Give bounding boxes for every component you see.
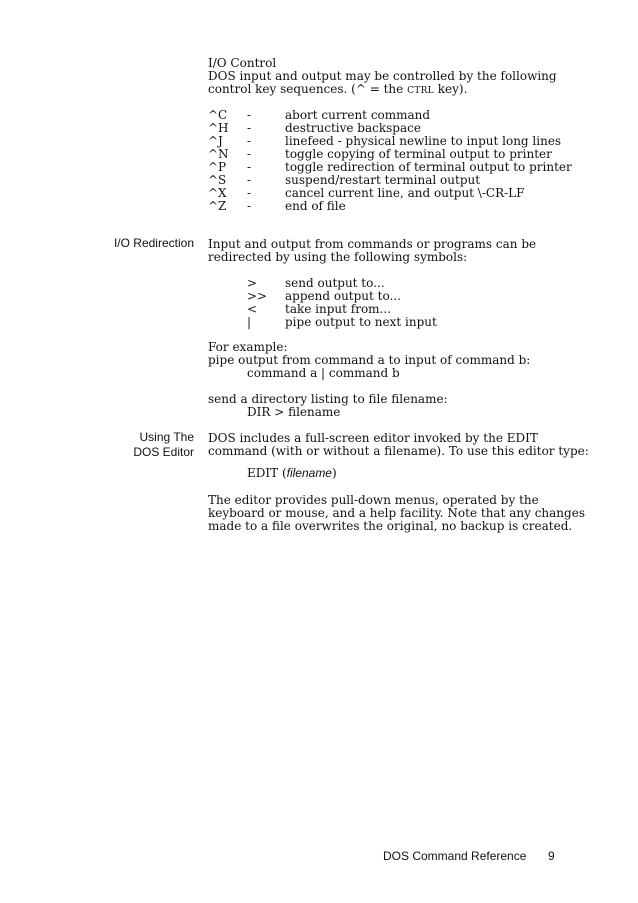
control-key: ^N	[208, 147, 229, 161]
dos-editor-line2: command (with or without a filename). To use this editor type:	[208, 444, 589, 458]
control-key: ^J	[208, 134, 223, 148]
example-label: For example:	[208, 340, 288, 354]
redirection-examples	[208, 341, 608, 380]
io-redirection-line1: Input and output from commands or programs can be	[208, 237, 537, 251]
io-control-heading: I/O Control	[208, 56, 277, 70]
control-key: ^X	[208, 186, 227, 200]
control-key-dash: -	[247, 160, 252, 174]
io-redirection-line2: redirected by using the following symbols:	[208, 250, 468, 264]
redirection-symbol: <	[247, 302, 258, 316]
control-key-description: suspend/restart terminal output	[285, 173, 481, 187]
intro-line2-pre: control key sequences. (^ = the	[208, 82, 408, 96]
control-key-row	[208, 187, 608, 200]
control-key-list	[208, 109, 608, 213]
editor-para-line2: keyboard or mouse, and a help facility. Note that any changes	[208, 506, 585, 520]
control-key-description: destructive backspace	[285, 121, 421, 135]
control-key-description: end of file	[285, 199, 346, 213]
redirection-symbol: >	[247, 276, 258, 290]
control-key: ^C	[208, 108, 228, 122]
control-key-dash: -	[247, 173, 252, 187]
edit-command-pre: EDIT (	[247, 466, 287, 480]
dos-editor-side-label	[133, 430, 194, 460]
redirection-symbol-row	[208, 277, 608, 290]
io-control-intro-line1: DOS input and output may be controlled by the following	[208, 69, 557, 83]
redirection-symbol: >>	[247, 289, 268, 303]
ctrl-key-label: CTRL	[407, 86, 434, 96]
example1-description: pipe output from command a to input of command b:	[208, 353, 531, 367]
control-key-description: toggle copying of terminal output to printer	[285, 147, 552, 161]
control-key: ^Z	[208, 199, 227, 213]
control-key: ^P	[208, 160, 227, 174]
control-key-dash: -	[247, 147, 252, 161]
control-key-dash: -	[247, 108, 252, 122]
footer-title: DOS Command Reference	[383, 849, 527, 863]
redirection-symbol-description: send output to...	[285, 276, 385, 290]
redirection-symbol: |	[247, 315, 252, 329]
example1-command: command a | command b	[247, 366, 400, 380]
control-key: ^H	[208, 121, 229, 135]
edit-command-post: )	[331, 466, 337, 480]
control-key-description: cancel current line, and output \-CR-LF	[285, 186, 525, 200]
example2-description: send a directory listing to file filename:	[208, 392, 448, 406]
control-key: ^S	[208, 173, 227, 187]
page-number: 9	[548, 849, 555, 863]
redirection-symbol-description: take input from...	[285, 302, 392, 316]
redirection-example2	[208, 393, 608, 419]
redirection-symbol-list	[208, 277, 608, 329]
io-redirection-section	[208, 238, 608, 264]
io-control-section	[208, 57, 608, 98]
edit-command	[208, 467, 608, 480]
redirection-symbol-description: append output to...	[285, 289, 401, 303]
control-key-row	[208, 200, 608, 213]
dos-editor-line1: DOS includes a full-screen editor invoked by the EDIT	[208, 431, 538, 445]
edit-command-line	[208, 467, 608, 480]
dos-editor-description	[208, 494, 608, 533]
control-key-dash: -	[247, 121, 252, 135]
intro-line2-post: key).	[433, 82, 468, 96]
dos-editor-side-label-line1: Using The	[139, 430, 194, 444]
control-key-dash: -	[247, 134, 252, 148]
redirection-symbol-row	[208, 316, 608, 329]
control-key-dash: -	[247, 186, 252, 200]
control-key-dash: -	[247, 199, 252, 213]
editor-para-line3: made to a file overwrites the original, no backup is created.	[208, 519, 573, 533]
dos-editor-side-label-line2: DOS Editor	[133, 445, 194, 459]
dos-editor-section	[208, 432, 608, 458]
control-key-description: linefeed - physical newline to input long lines	[285, 134, 562, 148]
editor-para-line1: The editor provides pull-down menus, operated by the	[208, 493, 539, 507]
edit-command-arg: filename	[286, 466, 332, 480]
example2-command: DIR > filename	[247, 405, 341, 419]
control-key-description: abort current command	[285, 108, 431, 122]
redirection-symbol-row	[208, 290, 608, 303]
io-control-intro-line2	[208, 83, 608, 98]
redirection-symbol-description: pipe output to next input	[285, 315, 437, 329]
io-redirection-side-label: I/O Redirection	[113, 236, 194, 250]
control-key-description: toggle redirection of terminal output to printer	[285, 160, 572, 174]
